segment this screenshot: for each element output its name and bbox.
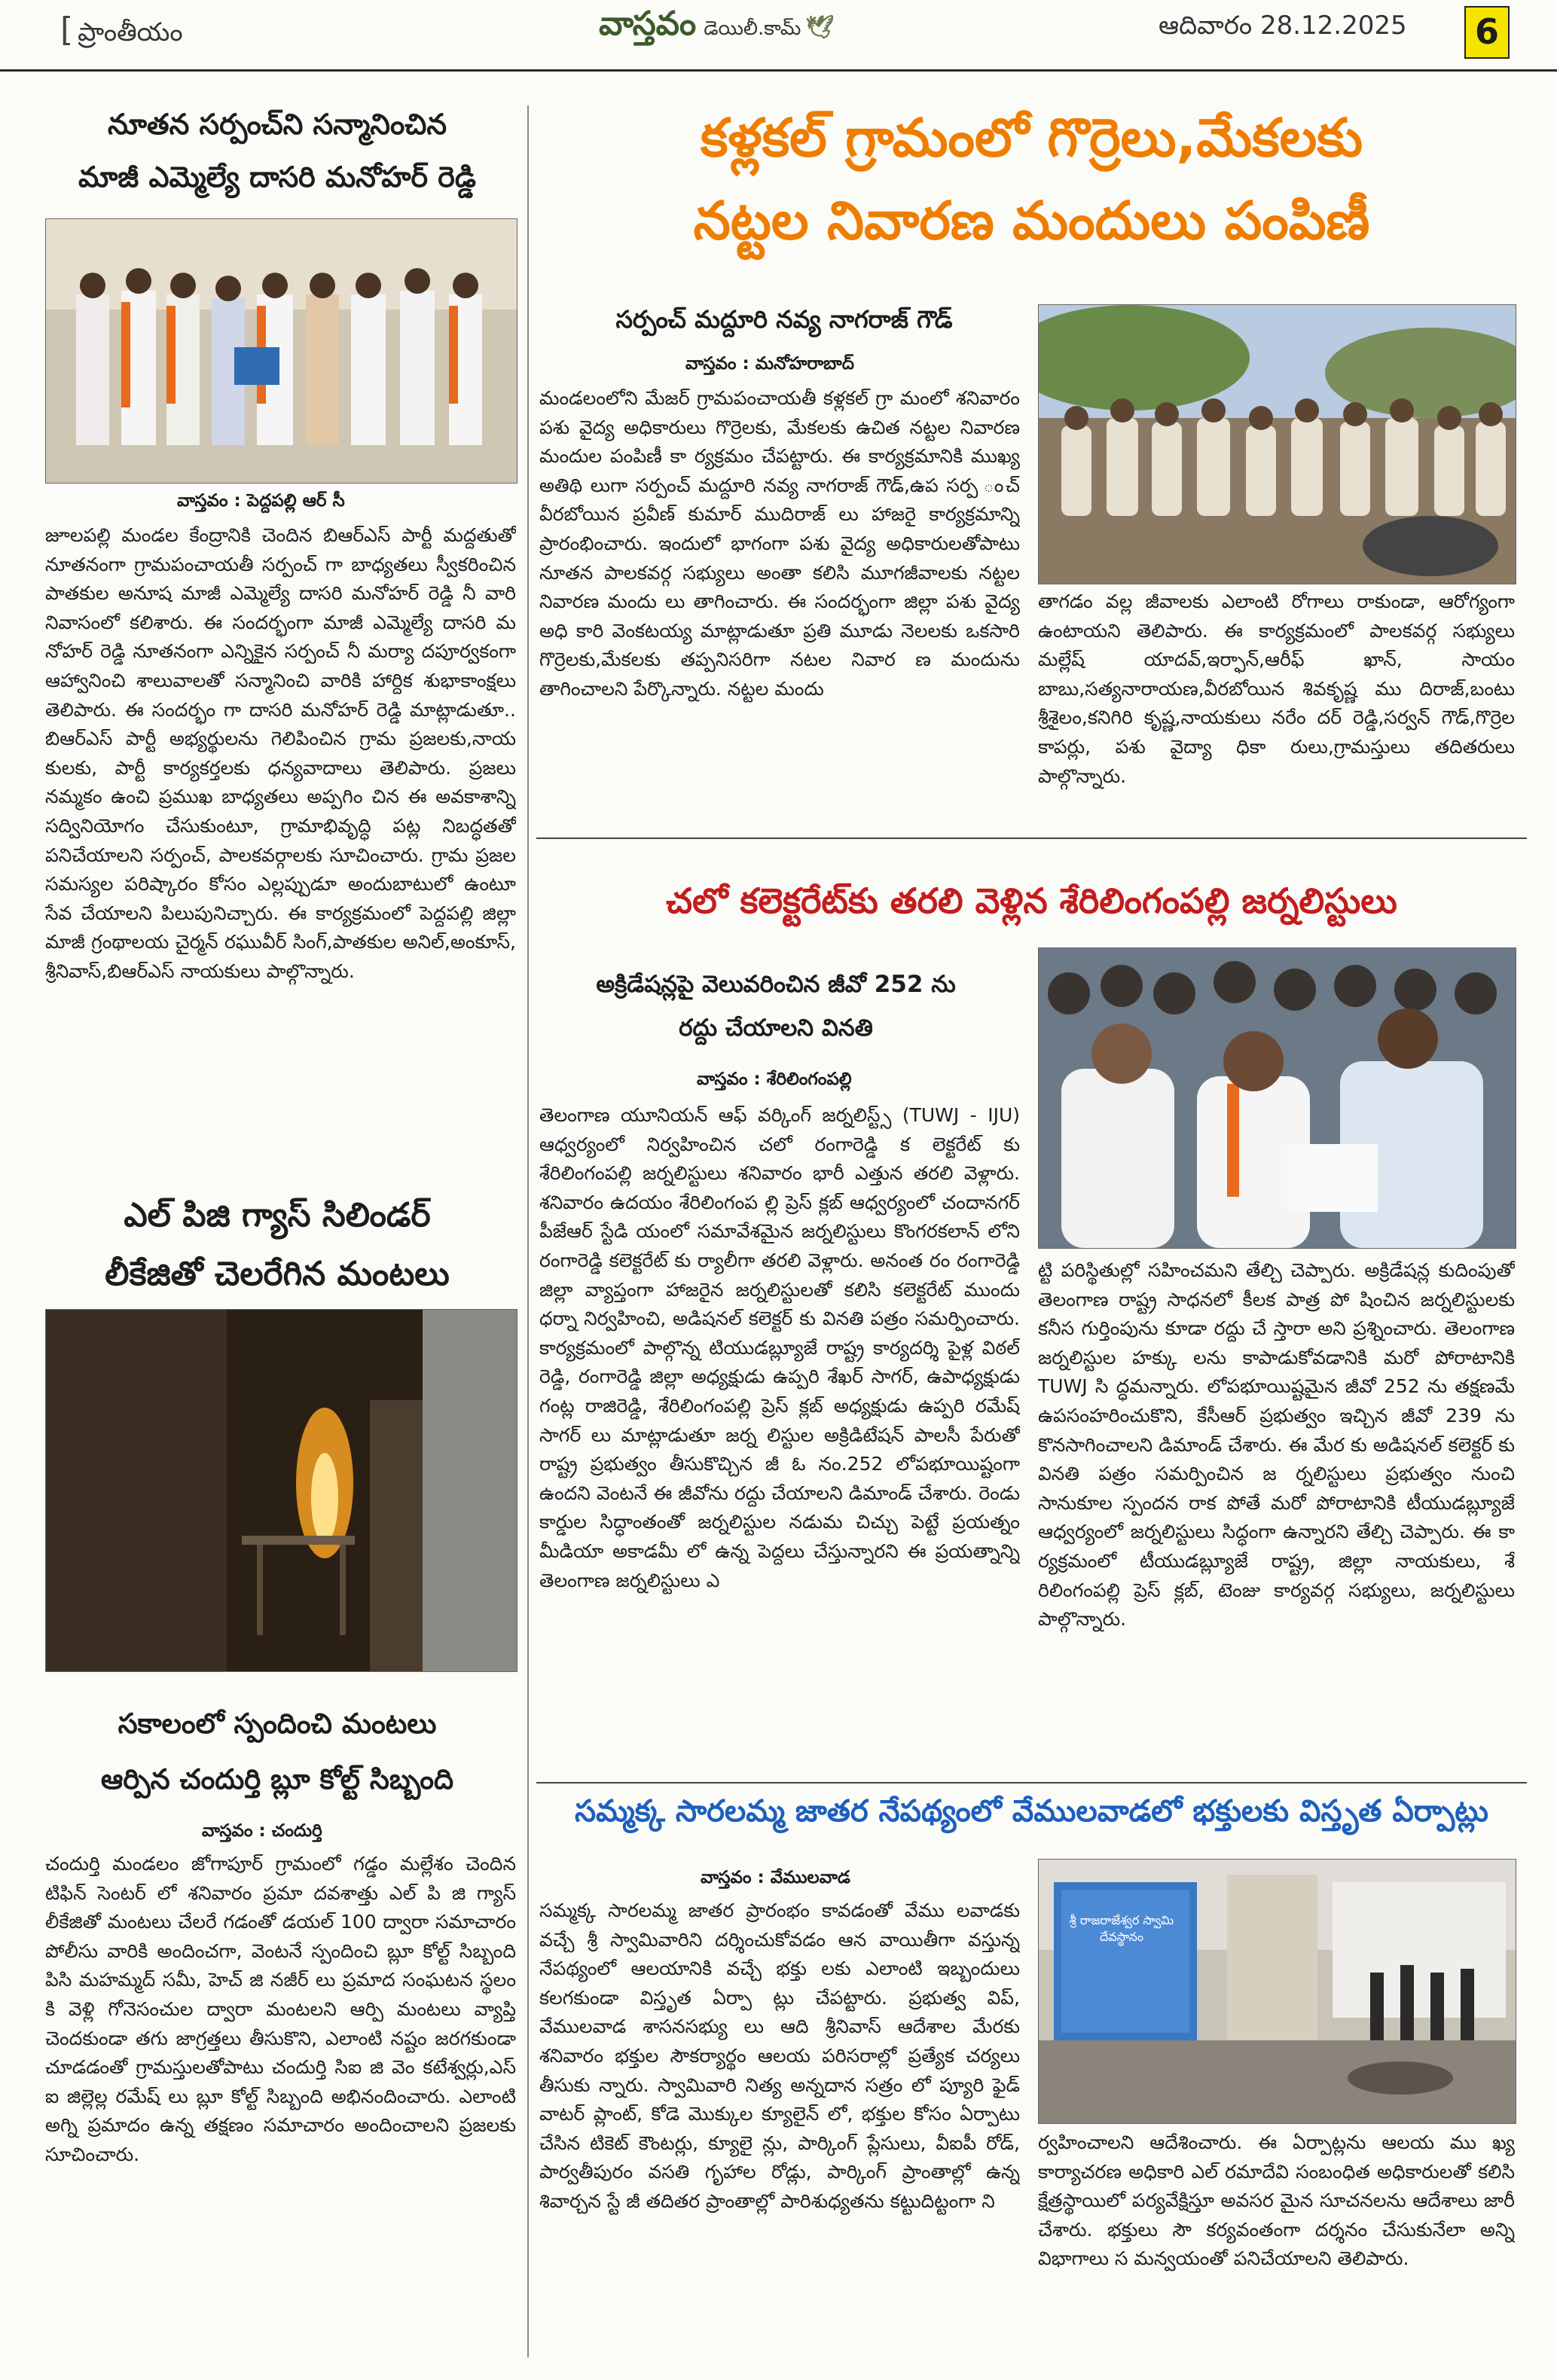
story4-body-left: తెలంగాణ యూనియన్ ఆఫ్ వర్కింగ్ జర్నలిస్ట్స్ (TUWJ - IJU) ఆధ్వర్యంలో నిర్వహించిన చలో రంగారెడ్డి క లెక్టరేట్ కు శేరిలింగంపల్లి జర్నలిస్టులు శనివారం భారీ ఎత్తున తరలి వెళ్లారు. శనివారం ఉదయం శేరిలింగంప ల్లి ప్రెస్ క్లబ్ ఆధ్వర్యంలో చందానగర్ పీజేఆర్ స్టేడి యంలో సమావేశమైన జర్నలిస్టులు కొంగరకలాన్ లోని రంగారెడ్డి కలెక్టరేట్ కు ర్యాలీగా తరలి వెళ్లారు. అనంత రం రంగారెడ్డి జిల్లా వ్యాప్తంగా హాజరైన జర్నలిస్టులతో కలిసి కలెక్టరేట్ ముందు ధర్నా నిర్వహించి, అడిషనల్ కలెక్టర్ కు వినతి పత్రం సమర్పించారు. కార్యక్రమంలో పాల్గొన్న టియుడబ్ల్యూజే రాష్ట్ర కార్యదర్శి పైళ్ల విఠల్ రెడ్డి, రంగారెడ్డి జిల్లా అధ్యక్షుడు ఉప్పరి శేఖర్ సాగర్, ఉపాధ్యక్షుడు గంట్ల రాజిరెడ్డి, శేరిలింగంపల్లి ప్రెస్ క్లబ్ అధ్యక్షుడు ఉప్పరి రమేష్ సాగర్ లు మాట్లాడుతూ జర్న లిస్టుల అక్రిడిటేషన్ పాలసీ పేరుతో రాష్ట్ర ప్రభుత్వం తీసుకొచ్చిన జీ ఓ నం.252 లోపభూయిష్టంగా ఉందని వెంటనే ఈ జీవోను రద్దు చేయాలని డిమాండ్ చేశారు. రెండు కార్డుల సిద్ధాంతంతో జర్నలిస్టుల నడుమ చిచ్చు పెట్టే ప్రయత్నం మీడియా అకాడమీ లో ఉన్న పెద్దలు చేస్తున్నారని ఈ ప్రయత్నాన్ని తెలంగాణ జర్నలిస్టులు ఎ: [539, 1104, 1020, 1591]
story2-body: జూలపల్లి మండల కేంద్రానికి చెందిన బిఆర్ఎస్ పార్టీ మద్దతుతో నూతనంగా గ్రామపంచాయతీ సర్పంచ్ గా బాధ్యతలు స్వీకరించిన పాతకుల అనూష మాజీ ఎమ్మెల్యే దాసరి మనోహర్ రెడ్డి నీ వారి నివాసంలో కలిశారు. ఈ సందర్భంగా మాజీ ఎమ్మెల్యే దాసరి మ నోహర్ రెడ్డి నూతనంగా ఎన్నికైన సర్పంచ్ నీ మర్యా దపూర్వకంగా ఆహ్వానించి శాలువాలతో సన్మానించి వారికి హార్దిక శుభాకాంక్షలు తెలిపారు. ఈ సందర్భం గా దాసరి మనోహర్ రెడ్డి మాట్లాడుతూ.. బిఆర్ఎస్ పార్టీ అభ్యర్థులను గెలిపించిన గ్రామ ప్రజలకు,నాయ కులకు, పార్టీ కార్యకర్తలకు ధన్యవాదాలు తెలిపారు. ప్రజలు నమ్మకం ఉంచి ప్రముఖ బాధ్యతలు అప్పగిం చిన ఈ అవకాశాన్ని సద్వినియోగం చేసుకుంటూ, గ్రామాభివృద్ధి పట్ల నిబద్ధతతో పనిచేయాలని సర్పంచ్, పాలకవర్గాలకు సూచించారు. గ్రామ ప్రజల సమస్యల పరిష్కారం కోసం ఎల్లప్పుడూ అందుబాటులో ఉంటూ సేవ చేయాలని పిలుపునిచ్చారు. ఈ కార్యక్రమంలో పెద్దపల్లి జిల్లా మాజీ గ్రంథాలయ చైర్మన్ రఘువీర్ సింగ్,పాతకుల అనిల్,అంకూస్, శ్రీనివాస్,బిఆర్ఎస్ నాయకులు పాల్గొన్నారు.: [45, 524, 516, 982]
story2-headline-line1: నూతన సర్పంచ్‌ని సన్మానించిన: [107, 108, 447, 141]
story1-body-right: తాగడం వల్ల జీవాలకు ఎలాంటి రోగాలు రాకుండా, ఆరోగ్యంగా ఉంటాయని తెలిపారు. ఈ కార్యక్రమంలో పాలకవర్గ సభ్యులు మల్లేష్ యాదవ్,ఇర్ఫాన్,ఆరీఫ్ ఖాన్, సాయం బాబు,సత్యనారాయణ,వీరబోయిన శివకృష్ణ ము దిరాజ్,బంటు శ్రీశైలం,కనిగిరి కృష్ణ,నాయకులు నరేం దర్ రెడ్డి,సర్వన్ గౌడ్,గొర్రెల కాపర్లు, పశు వైద్యా ధికా రులు,గ్రామస్తులు తదితరులు పాల్గొన్నారు.: [1038, 590, 1515, 787]
story3-caption-line2: ఆర్పిన చందుర్తి బ్లూ కోల్ట్ సిబ్బంది: [100, 1763, 454, 1796]
fire-scene-photo: [46, 1310, 517, 1671]
brand-name: వాస్తవం: [599, 5, 697, 43]
story4-subhead: [539, 963, 1012, 1050]
story4-subhead-line1: అక్రిడేషన్లపై వెలువరించిన జీవో 252 ను: [596, 971, 956, 998]
story1-bottom-rule: [536, 838, 1527, 839]
story2-headline: [36, 98, 518, 203]
section-label: [ ప్రాంతీయం: [60, 11, 183, 49]
story5-body-left: సమ్మక్క సారలమ్మ జాతర ప్రారంభం కావడంతో వేము లవాడకు వచ్చే శ్రీ స్వామివారిని దర్శించుకోవడం ఆన వాయితీగా వస్తున్న నేపథ్యంలో ఆలయానికి వచ్చే భక్తు లకు ఎలాంటి ఇబ్బందులు కలగకుండా విస్తృత ఏర్పా ట్లు చేపట్టారు. ప్రభుత్వ విప్, వేములవాడ శాసనసభ్యు లు ఆది శ్రీనివాస్ ఆదేశాల మేరకు శనివారం భక్తుల సౌకర్యార్థం ఆలయ పరిసరాల్లో ప్రత్యేక చర్యలు తీసుకు న్నారు. స్వామివారి నిత్య అన్నదాన సత్రం లో ప్యూరి ఫైడ్ వాటర్ ప్లాంట్, కోడె మొక్కుల క్యూలైన్ లో, భక్తుల కోసం ఏర్పాటు చేసిన టికెట్ కౌంటర్లు, క్యూలై న్లు, పార్కింగ్ ప్లేసులు, వీఐపీ రోడ్, పార్వతీపురం వసతి గృహాల రోడ్లు, పార్కింగ్ ప్రాంతాల్లో ఉన్న శివార్చన స్టే జీ తదితర ప్రాంతాల్లో పారిశుధ్యతను కట్టుదిట్టంగా ని: [539, 1899, 1020, 2212]
column-divider: [527, 105, 529, 2357]
story1-headline-line1: కళ్లకల్ గ్రామంలో గొర్రెలు,మేకలకు: [700, 107, 1363, 169]
story3-caption-line1: సకాలంలో స్పందించి మంటలు: [118, 1707, 437, 1740]
journalists-petition-photo: [1039, 948, 1516, 1248]
story1-photo: [1038, 304, 1516, 584]
story4-bottom-rule: [536, 1782, 1527, 1783]
brand-site: డెయిలీ.కామ్: [704, 17, 801, 40]
story5-dateline: వాస్తవం : వేములవాడ: [701, 1868, 850, 1887]
story2-headline-line2: మాజీ ఎమ్మెల్యే దాసరి మనోహర్ రెడ్డి: [78, 160, 476, 194]
story1-body-left: మండలంలోని మేజర్ గ్రామపంచాయతీ కళ్లకల్ గ్రా మంలో శనివారం పశు వైద్య అధికారులు గొర్రెలకు, మేకలకు ఉచిత నట్టల నివారణ మందుల పంపిణీ కా ర్యక్రమం చేపట్టారు. ఈ కార్యక్రమానికి ముఖ్య అతిథి లుగా సర్పంచ్ మద్దూరి నవ్య నాగరాజ్ గౌడ్,ఉప సర్ప ంచ్ వీరబోయిన ప్రవీణ్ కుమార్ ముదిరాజ్ లు హాజరై కార్యక్రమాన్ని ప్రారంభించారు. ఇందులో భాగంగా పశు వైద్య అధికారులతోపాటు నూతన పాలకవర్గ సభ్యులు అంతా కలిసి మూగజీవాలకు నట్టల నివారణ మందు లు తాగించారు. ఈ సందర్భంగా జిల్లా పశు వైద్య అధి కారి వెంకటయ్య మాట్లాడుతూ ప్రతి మూడు నెలలకు ఒకసారి గొర్రెలకు,మేకలకు తప్పనిసరిగా నటల నివార ణ మందును తాగించాలని పేర్కొన్నారు. నట్టల మందు: [539, 387, 1020, 700]
story2-dateline: వాస్తవం : పెద్దపల్లి ఆర్ సీ: [177, 491, 345, 511]
story3-caption: [36, 1696, 518, 1808]
temple-signboard: శ్రీ రాజరాజేశ్వర స్వామి దేవస్థానం: [1069, 1913, 1174, 1944]
story5-headline: సమ్మక్క సారలమ్మ జాతర నేపథ్యంలో వేములవాడలో భక్తులకు విస్తృత ఏర్పాట్లు: [574, 1794, 1489, 1829]
story4-subhead-line2: రద్దు చేయాలని వినతి: [679, 1015, 873, 1042]
story4-body-right: ట్టి పరిస్థితుల్లో సహించమని తేల్చి చెప్పారు. అక్రిడేషన్ల కుదింపుతో తెలంగాణ రాష్ట్ర సాధనలో కీలక పాత్ర పో షించిన జర్నలిస్టులకు కనీస గుర్తింపును కూడా రద్దు చే స్తారా అని ప్రశ్నించారు. తెలంగాణ జర్నలిస్టుల హక్కు లను కాపాడుకోవడానికి మరో పోరాటానికి TUWJ సి ద్ధమన్నారు. లోపభూయిష్టమైన జీవో 252 ను తక్షణమే ఉపసంహరించుకొని, కేసీఆర్ ప్రభుత్వం ఇచ్చిన జీవో 239 ను కొనసాగించాలని డిమాండ్ చేశారు. ఈ మేర కు అడిషనల్ కలెక్టర్ కు వినతి పత్రం సమర్పించిన జ ర్నలిస్టులు ప్రభుత్వం నుంచి సానుకూల స్పందన రాక పోతే మరో పోరాటానికి టీయుడబ్ల్యూజే ఆధ్వర్యంలో జర్నలిస్టులు సిద్ధంగా ఉన్నారని తేల్చి చెప్పారు. ఈ కా ర్యక్రమంలో టీయుడబ్ల్యూజే రాష్ట్ర, జిల్లా నాయకులు, శే రిలింగంపల్లి ప్రెస్ క్లబ్, టెంజు కార్యవర్గ సభ్యులు, జర్నలిస్టులు పాల్గొన్నారు.: [1038, 1259, 1515, 1631]
page-number: 6: [1464, 6, 1510, 59]
story5-photo: [1038, 1859, 1516, 2124]
story4-photo: [1038, 947, 1516, 1249]
issue-date: ఆదివారం 28.12.2025: [1159, 11, 1407, 41]
story3-headline-line2: లీకేజితో చెలరేగిన మంటలు: [105, 1255, 450, 1293]
villagers-group-photo: [1039, 305, 1516, 584]
temple-premises-photo: [1039, 1860, 1516, 2123]
story4-headline: చలో కలెక్టరేట్‌కు తరలి వెళ్లిన శేరిలింగంపల్లి జర్నలిస్టులు: [666, 880, 1397, 921]
story3-dateline: వాస్తవం : చందుర్తి: [202, 1821, 322, 1841]
masthead: [599, 5, 834, 51]
story1-headline: [536, 96, 1527, 262]
story1-subhead: సర్పంచ్ మద్దూరి నవ్య నాగరాజ్ గౌడ్: [615, 305, 953, 334]
story5-body-right: ర్వహించాలని ఆదేశించారు. ఈ ఏర్పాట్లను ఆలయ ము ఖ్య కార్యాచరణ అధికారి ఎల్ రమాదేవి సంబంధిత అధికారులతో కలిసి క్షేత్రస్థాయిలో పర్యవేక్షిస్తూ అవసర మైన సూచనలను ఆదేశాలు జారీ చేశారు. భక్తులు సౌ కర్యవంతంగా దర్శనం చేసుకునేలా అన్ని విభాగాలు స మన్వయంతో పనిచేయాలని తెలిపారు.: [1038, 2131, 1515, 2270]
story1-headline-line2: నట్టల నివారణ మందులు పంపిణీ: [693, 190, 1370, 252]
story4-dateline: వాస్తవం : శేరిలింగంపల్లి: [697, 1069, 852, 1089]
story3-headline: [36, 1186, 518, 1304]
bird-icon: 🕊: [805, 14, 835, 41]
felicitation-group-photo: [46, 219, 517, 483]
story1-dateline: వాస్తవం : మనోహరాబాద్: [685, 354, 854, 374]
story3-photo: [45, 1309, 517, 1672]
story3-headline-line1: ఎల్ పిజి గ్యాస్ సిలిండర్: [124, 1196, 431, 1234]
story3-body: చందుర్తి మండలం జోగాపూర్ గ్రామంలో గడ్డం మల్లేశం చెందిన టిఫిన్ సెంటర్ లో శనివారం ప్రమా దవశాత్తు ఎల్ పి జి గ్యాస్ లీకేజితో మంటలు చేలరే గడంతో డయల్ 100 ద్వారా సమాచారం పోలీసు వారికి అందించగా, వెంటనే స్పందించి బ్లూ కోల్ట్ సిబ్బంది పిసి మహమ్మద్ సమీ, హెచ్ జి నజీర్ లు ప్రమాద సంఘటన స్థలం కి వెళ్లి గోనెసంచుల ద్వారా మంటలని ఆర్పి మంటలు వ్యాప్తి చెందకుండా తగు జాగ్రత్తలు తీసుకొని, ఎలాంటి నష్టం జరగకుండా చూడడంతో గ్రామస్తులతోపాటు చందుర్తి సిఐ జి వెం కటేశ్వర్లు,ఎస్ ఐ జిల్లెల్ల రమేష్ లు బ్లూ కోల్ట్ సిబ్బంది అభినందించారు. ఎలాంటి అగ్ని ప్రమాదం ఉన్న తక్షణం సమాచారం అందించాలని ప్రజలకు సూచించారు.: [45, 1853, 516, 2165]
story2-photo: [45, 218, 517, 484]
